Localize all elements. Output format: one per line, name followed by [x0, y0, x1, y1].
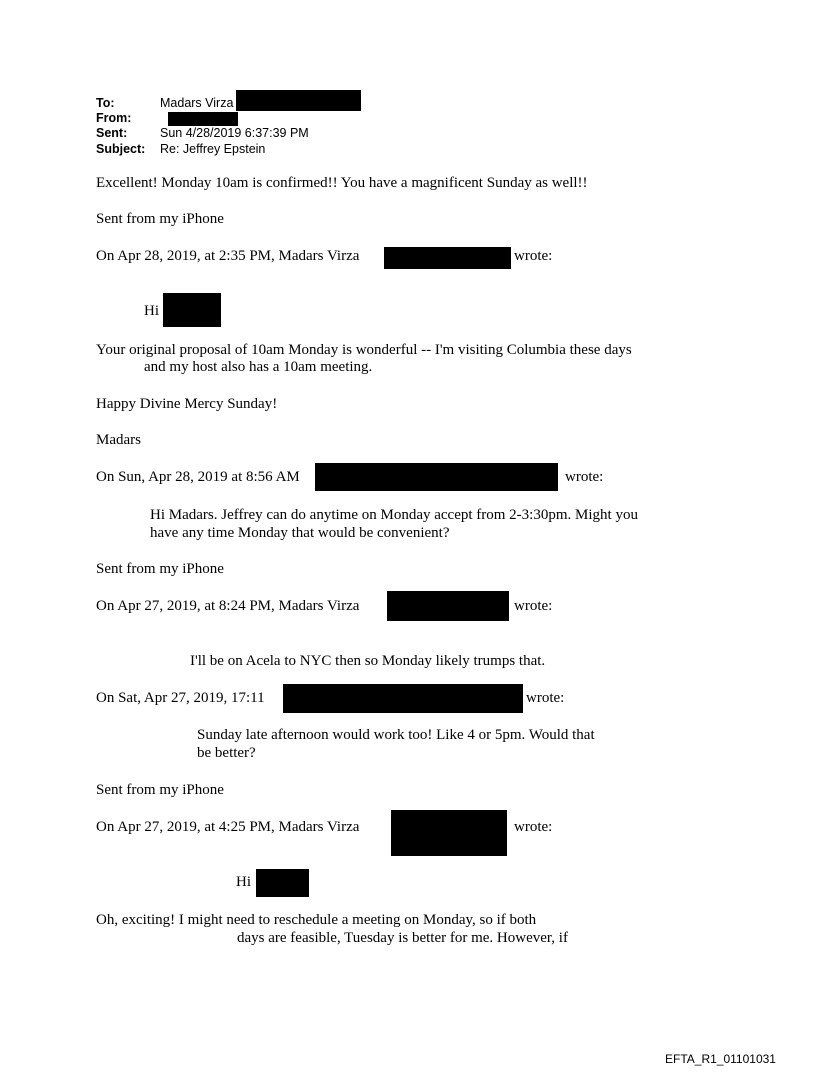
redaction-box: [315, 463, 558, 491]
sent-label: Sent:: [96, 126, 128, 140]
paragraph-continuation: be better?: [197, 745, 256, 761]
redaction-box: [387, 591, 509, 621]
greeting: Hi: [236, 874, 251, 890]
quote-wrote: wrote:: [514, 248, 553, 264]
quote-intro: On Sat, Apr 27, 2019, 17:11: [96, 690, 265, 706]
subject-label: Subject:: [96, 142, 146, 156]
paragraph-continuation: and my host also has a 10am meeting.: [144, 359, 373, 375]
quote-wrote: wrote:: [565, 469, 604, 485]
redaction-box: [391, 810, 507, 856]
paragraph: Your original proposal of 10am Monday is wonderful -- I'm visiting Columbia these days: [96, 342, 632, 358]
paragraph-continuation: days are feasible, Tuesday is better for me. However, if: [237, 930, 568, 946]
quote-wrote: wrote:: [526, 690, 565, 706]
from-label: From:: [96, 111, 132, 125]
redaction-box: [384, 247, 511, 269]
quote-intro: On Apr 27, 2019, at 8:24 PM, Madars Virza: [96, 598, 360, 614]
to-value: Madars Virza: [160, 96, 234, 110]
redaction-box: [168, 112, 238, 126]
quote-intro: On Apr 27, 2019, at 4:25 PM, Madars Virza: [96, 819, 360, 835]
redaction-box: [163, 293, 221, 327]
paragraph: Hi Madars. Jeffrey can do anytime on Monday accept from 2-3:30pm. Might you: [150, 507, 638, 523]
quote-intro: On Sun, Apr 28, 2019 at 8:56 AM: [96, 469, 300, 485]
quote-wrote: wrote:: [514, 819, 553, 835]
signature-iphone: Sent from my iPhone: [96, 561, 224, 577]
paragraph-continuation: have any time Monday that would be convenient?: [150, 525, 450, 541]
quote-intro: On Apr 28, 2019, at 2:35 PM, Madars Virza: [96, 248, 360, 264]
paragraph: I'll be on Acela to NYC then so Monday likely trumps that.: [190, 653, 546, 669]
subject-value: Re: Jeffrey Epstein: [160, 142, 266, 156]
document-id: EFTA_R1_01101031: [665, 1052, 776, 1066]
signature-iphone: Sent from my iPhone: [96, 782, 224, 798]
to-label: To:: [96, 96, 115, 110]
redaction-box: [236, 90, 361, 111]
paragraph: Oh, exciting! I might need to reschedule a meeting on Monday, so if both: [96, 912, 537, 928]
redaction-box: [256, 869, 309, 897]
reply-text: Excellent! Monday 10am is confirmed!! You have a magnificent Sunday as well!!: [96, 175, 588, 191]
greeting: Hi: [144, 303, 159, 319]
redaction-box: [283, 684, 523, 713]
paragraph: Sunday late afternoon would work too! Like 4 or 5pm. Would that: [197, 727, 595, 743]
signature-iphone: Sent from my iPhone: [96, 211, 224, 227]
quote-wrote: wrote:: [514, 598, 553, 614]
greeting-line: Happy Divine Mercy Sunday!: [96, 396, 278, 412]
sender-signature: Madars: [96, 432, 141, 448]
sent-value: Sun 4/28/2019 6:37:39 PM: [160, 126, 309, 140]
